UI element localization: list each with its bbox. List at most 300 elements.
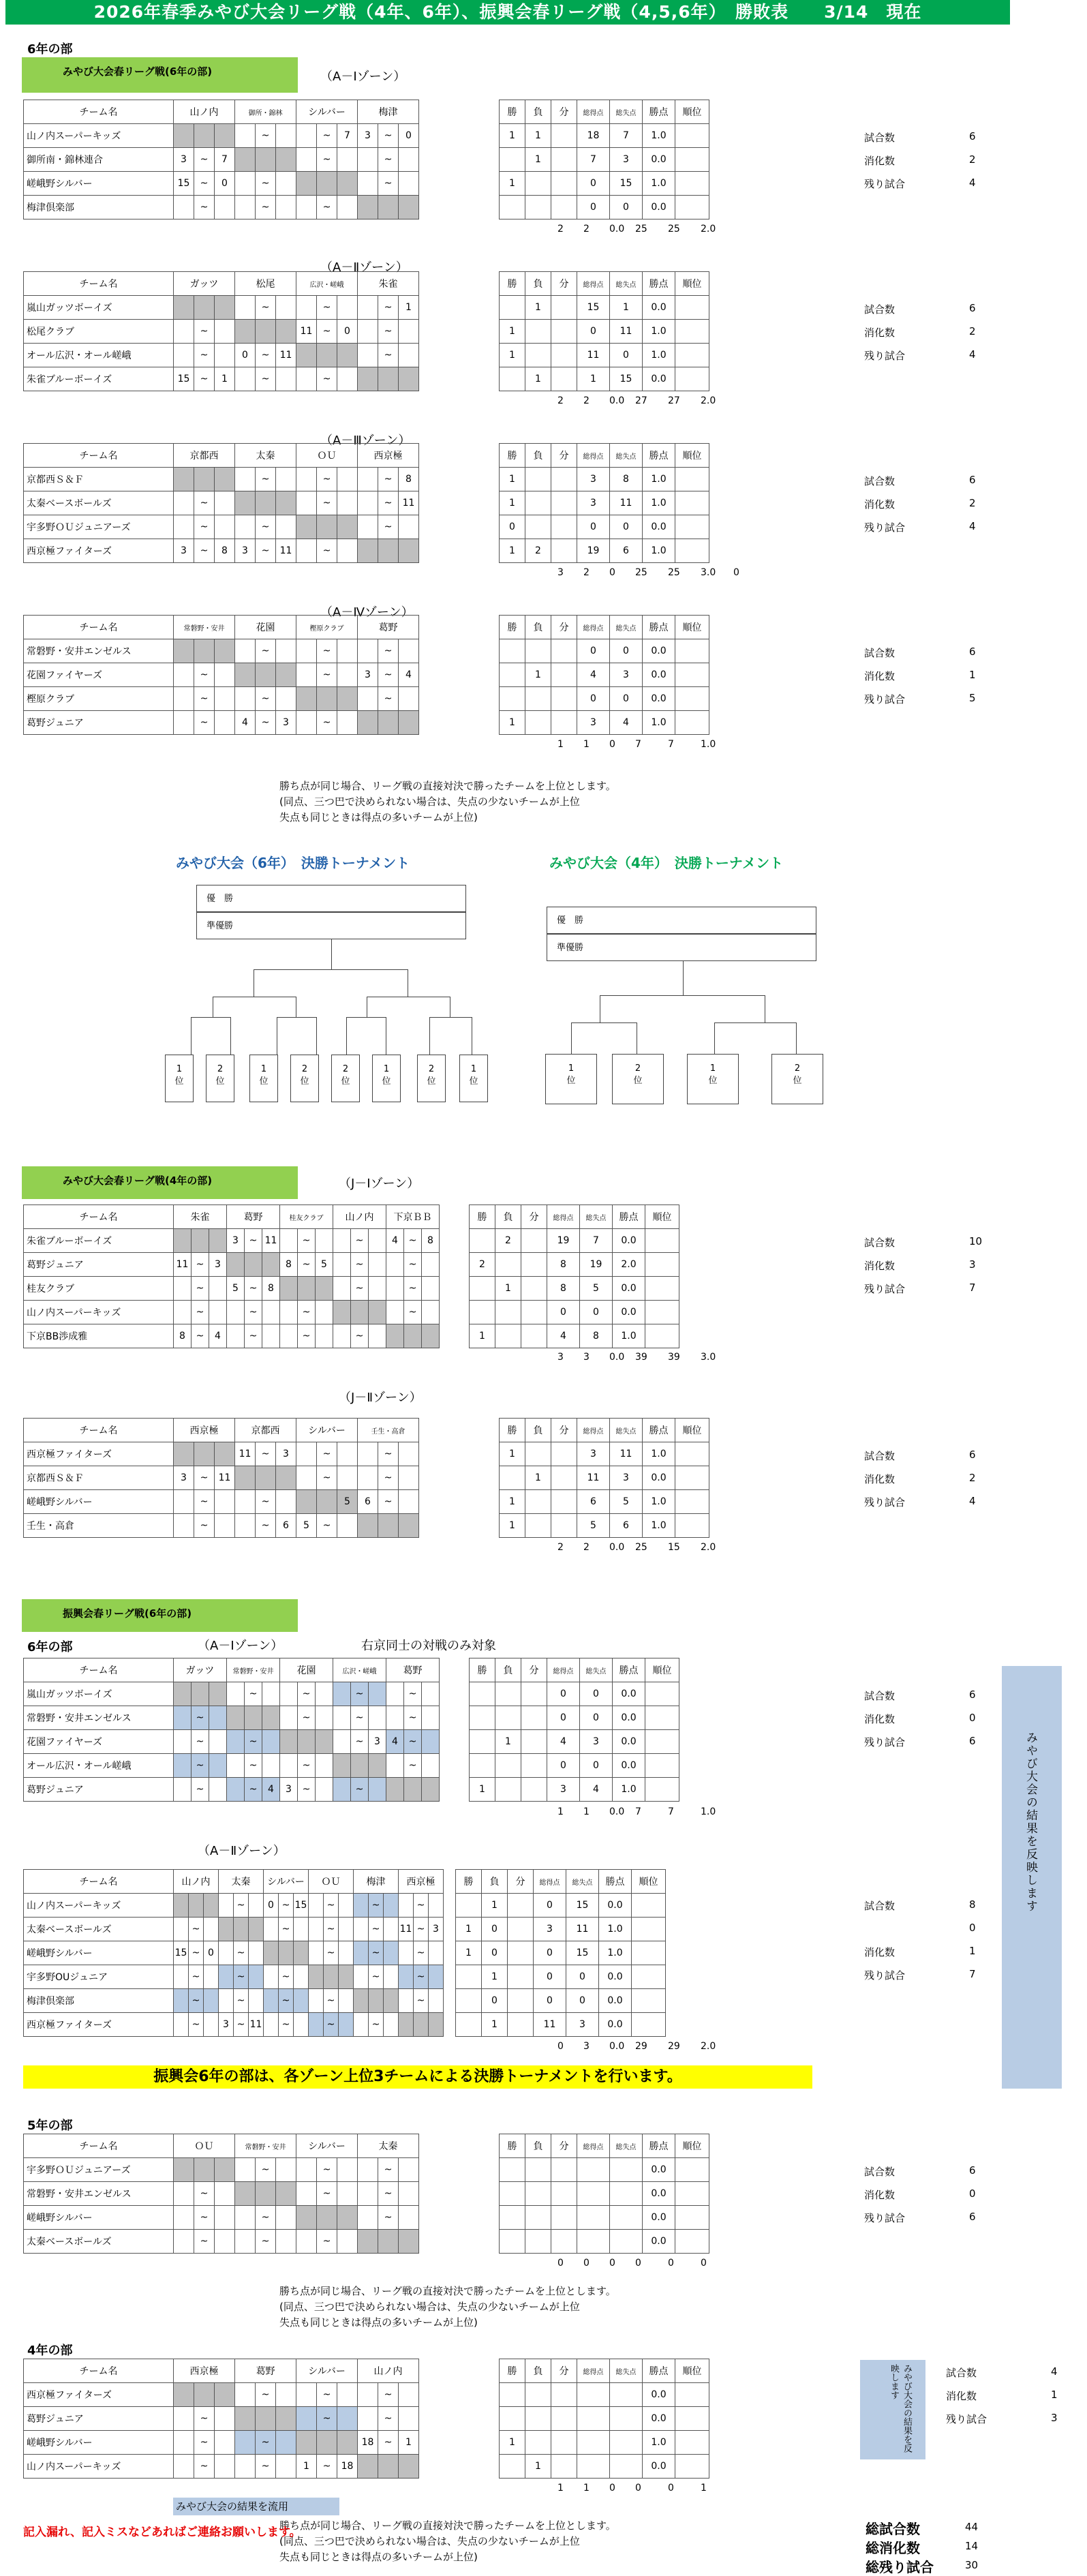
score-cell: ~ (324, 1894, 339, 1918)
score-cell (264, 1918, 279, 1941)
zone-games-label: 試合数 (864, 1450, 895, 1462)
score-cell (264, 1941, 279, 1965)
score-cell (399, 2013, 414, 2037)
sum-value: 0.0 (609, 2041, 625, 2052)
score-cell (227, 1253, 245, 1277)
score-cell (276, 1490, 296, 1514)
team-name: 御所南・錦林連合 (24, 148, 174, 172)
stat-cell (577, 2206, 610, 2230)
score-cell: ~ (298, 1754, 316, 1778)
league-tag-shinkokai-6th: 振興会春リーグ戦(6年の部) (22, 1599, 298, 1632)
stat-cell: 0.0 (599, 1894, 632, 1918)
score-cell: 5 (337, 1490, 358, 1514)
score-cell: ~ (369, 1894, 384, 1918)
zone-games-value: 3 (1051, 2412, 1058, 2424)
stat-cell (551, 468, 577, 491)
header-opponent: ＯＵ (309, 1870, 354, 1894)
score-cell: ~ (351, 1253, 369, 1277)
score-cell: ~ (317, 148, 337, 172)
score-cell (429, 1894, 444, 1918)
score-cell (354, 1965, 369, 1989)
stat-cell: 1 (525, 148, 551, 172)
score-cell (298, 1277, 316, 1301)
stat-cell (577, 2158, 610, 2182)
stat-cell (675, 2455, 709, 2479)
score-cell (429, 1941, 444, 1965)
stat-cell (525, 491, 551, 515)
stat-cell: 1 (577, 367, 610, 391)
stat-cell (632, 1965, 666, 1989)
table-row (24, 1490, 709, 1514)
bracket-line (346, 1017, 386, 1018)
score-cell (358, 2407, 378, 2431)
sum-value: 0 (701, 2258, 707, 2269)
stat-cell: 7 (577, 148, 610, 172)
score-cell (194, 2158, 215, 2182)
stat-cell: 0.0 (613, 1754, 645, 1778)
stat-cell (525, 2407, 551, 2431)
score-cell (215, 196, 235, 219)
champion-box-6th: 優 勝 (196, 885, 466, 912)
score-cell (174, 296, 194, 320)
stat-cell: 2 (470, 1253, 495, 1277)
stat-cell: 3 (610, 1466, 643, 1490)
score-cell (262, 1301, 280, 1324)
stat-cell: 1.0 (643, 539, 675, 563)
sum-value: 0 (609, 2258, 615, 2269)
gap-cell (419, 515, 500, 539)
stat-cell: 1 (500, 172, 525, 196)
standings-table-6th-zone (23, 100, 709, 219)
score-cell (333, 1754, 351, 1778)
header-team-name: チーム名 (24, 444, 174, 468)
score-cell (414, 2013, 429, 2037)
header-opponent: 広沢・嵯峨 (296, 272, 358, 296)
stat-cell: 0.0 (613, 1730, 645, 1754)
seed-box-6th: 1 位 (249, 1055, 278, 1102)
stat-cell (508, 1941, 534, 1965)
sum-value: 0.0 (609, 395, 625, 406)
seed-box-6th: 2 位 (290, 1055, 319, 1102)
score-cell (174, 1682, 192, 1706)
header-stat: 順位 (645, 1658, 679, 1682)
stat-cell (551, 1466, 577, 1490)
score-cell (235, 2182, 256, 2206)
score-cell: 18 (337, 2455, 358, 2479)
stat-cell: 0 (566, 1989, 599, 2013)
score-cell: ~ (378, 320, 399, 344)
sum-value: 29 (668, 2041, 680, 2052)
score-cell (215, 2230, 235, 2254)
header-opponent: 太秦 (219, 1870, 264, 1894)
score-cell: ~ (317, 2407, 337, 2431)
score-cell (386, 1253, 404, 1277)
zone-games-label: 消化数 (864, 498, 895, 511)
score-cell (351, 1301, 369, 1324)
stat-cell (551, 639, 577, 663)
grand-total-label: 総試合数 (866, 2521, 920, 2537)
zone-games-label: 試合数 (864, 1237, 895, 1249)
stat-cell: 1 (456, 1918, 482, 1941)
table-row (24, 468, 709, 491)
stat-cell (675, 2158, 709, 2182)
sum-value: 1.0 (701, 739, 716, 750)
score-cell: ~ (324, 1989, 339, 2013)
gap-cell (419, 344, 500, 367)
score-cell (215, 344, 235, 367)
score-cell: ~ (245, 1754, 262, 1778)
stat-cell (645, 1253, 679, 1277)
gap-cell (419, 124, 500, 148)
score-cell: ~ (317, 2158, 337, 2182)
score-cell (369, 1989, 384, 2013)
team-name: 梅津倶楽部 (24, 196, 174, 219)
stat-cell: 0 (534, 1989, 566, 2013)
grand-total-value: 30 (965, 2559, 979, 2571)
stat-cell: 0.0 (613, 1229, 645, 1253)
score-cell (262, 1682, 280, 1706)
table-row (24, 639, 709, 663)
seed-box-4th: 1 位 (687, 1054, 739, 1104)
header-stat: 分 (521, 1205, 547, 1229)
zone-games-value: 1 (969, 669, 976, 681)
score-cell: ~ (194, 663, 215, 687)
tiebreak-note: (同点、三つ巴で決められない場合は、失点の少ないチームが上位 (279, 2301, 580, 2313)
score-cell (337, 1466, 358, 1490)
sum-value: 27 (635, 395, 647, 406)
header-stat: 総得点 (547, 1205, 580, 1229)
stat-cell: 0.0 (599, 1965, 632, 1989)
header-gap (419, 444, 500, 468)
score-cell (399, 196, 419, 219)
score-cell: 4 (386, 1229, 404, 1253)
table-row (24, 711, 709, 735)
footer-note: 記入漏れ、記入ミスなどあればご連絡お願いします。 (23, 2526, 301, 2539)
score-cell: 11 (296, 320, 317, 344)
team-name: 花園ファイヤーズ (24, 663, 174, 687)
score-cell (280, 1229, 298, 1253)
sum-value: 25 (668, 224, 680, 234)
score-cell (358, 2158, 378, 2182)
stat-cell: 3 (610, 663, 643, 687)
header-stat: 負 (525, 444, 551, 468)
stat-cell (500, 2206, 525, 2230)
score-cell (276, 663, 296, 687)
score-cell (358, 320, 378, 344)
score-cell: ~ (317, 663, 337, 687)
score-cell (276, 468, 296, 491)
score-cell (296, 2158, 317, 2182)
zone-games-value: 8 (969, 1898, 976, 1911)
table-row (24, 344, 709, 367)
score-cell: ~ (194, 2230, 215, 2254)
score-cell (337, 172, 358, 196)
score-cell: 7 (215, 148, 235, 172)
score-cell: ~ (298, 1253, 316, 1277)
score-cell (309, 1965, 324, 1989)
team-name: オール広沢・オール嵯峨 (24, 1754, 174, 1778)
score-cell: ~ (194, 172, 215, 196)
stat-cell: 4 (547, 1730, 580, 1754)
stat-cell (470, 1229, 495, 1253)
score-cell: ~ (194, 2407, 215, 2431)
score-cell: ~ (192, 1706, 209, 1730)
score-cell: ~ (192, 1301, 209, 1324)
stat-cell: 0 (577, 196, 610, 219)
score-cell (354, 2013, 369, 2037)
score-cell: ~ (298, 1706, 316, 1730)
zone-games-value: 2 (969, 497, 976, 509)
score-cell (399, 515, 419, 539)
table-row (24, 663, 709, 687)
gap-cell (419, 539, 500, 563)
zone-note: 右京同士の対戦のみ対象 (361, 1639, 496, 1653)
stat-cell: 8 (547, 1277, 580, 1301)
score-cell (245, 1253, 262, 1277)
score-cell (215, 639, 235, 663)
score-cell: 3 (369, 1730, 386, 1754)
header-team-name: チーム名 (24, 1419, 174, 1442)
score-cell (399, 2182, 419, 2206)
tournament-title-6th: みやび大会（6年） 決勝トーナメント (176, 855, 410, 871)
score-cell (276, 148, 296, 172)
score-cell (209, 1301, 227, 1324)
score-cell: ~ (256, 172, 276, 196)
header-stat: 負 (482, 1870, 508, 1894)
score-cell: ~ (245, 1277, 262, 1301)
header-opponent: 常磐野・安井 (174, 616, 235, 639)
stat-cell (645, 1301, 679, 1324)
seed-box-4th: 1 位 (545, 1054, 597, 1104)
sum-value: 39 (635, 1352, 647, 1363)
score-cell (324, 1965, 339, 1989)
score-cell (296, 124, 317, 148)
stat-cell: 0.0 (643, 2383, 675, 2407)
header-opponent: 山ノ内 (174, 1870, 219, 1894)
stat-cell (675, 1466, 709, 1490)
bracket-line (230, 1017, 231, 1055)
score-cell (339, 2013, 354, 2037)
score-cell (333, 1253, 351, 1277)
score-cell: ~ (317, 2383, 337, 2407)
stat-cell (551, 2431, 577, 2455)
stat-cell (675, 468, 709, 491)
header-team-name: チーム名 (24, 1205, 174, 1229)
gap-cell (444, 1989, 456, 2013)
score-cell (276, 2431, 296, 2455)
zone-games-value: 4 (969, 177, 976, 189)
score-cell (235, 320, 256, 344)
sum-value: 7 (668, 739, 674, 750)
stat-cell (525, 2431, 551, 2455)
zone-games-label: 消化数 (864, 1260, 895, 1272)
stat-cell (551, 663, 577, 687)
stat-cell (610, 2230, 643, 2254)
score-cell (369, 1706, 386, 1730)
stat-cell: 1 (500, 344, 525, 367)
score-cell: ~ (194, 1466, 215, 1490)
header-stat: 総得点 (577, 272, 610, 296)
score-cell (354, 1989, 369, 2013)
sum-value: 15 (668, 1542, 680, 1553)
stat-cell (632, 1918, 666, 1941)
header-gap (444, 1870, 456, 1894)
header-stat: 分 (551, 272, 577, 296)
score-cell: 18 (358, 2431, 378, 2455)
stat-cell (675, 196, 709, 219)
tiebreak-note: 失点も同じときは得点の多いチームが上位) (279, 2316, 478, 2329)
score-cell (209, 1682, 227, 1706)
score-cell (296, 491, 317, 515)
score-cell: 15 (174, 172, 194, 196)
score-cell (174, 2013, 189, 2037)
header-opponent: 常磐野・安井 (227, 1658, 280, 1682)
table-row (24, 687, 709, 711)
header-opponent: 山ノ内 (333, 1205, 386, 1229)
sum-value: 7 (635, 1806, 641, 1817)
score-cell: 11 (174, 1253, 192, 1277)
gap-cell (419, 2383, 500, 2407)
score-cell (354, 1918, 369, 1941)
stat-cell (551, 711, 577, 735)
stat-cell (521, 1778, 547, 1802)
zone-label: （A－Ⅳゾーン） (320, 605, 414, 620)
header-opponent: 壬生・高倉 (358, 1419, 419, 1442)
score-cell (256, 491, 276, 515)
sum-value: 1 (557, 739, 564, 750)
bracket-line (600, 995, 765, 996)
standings-table-4th-zone (23, 1204, 679, 1348)
header-stat: 分 (551, 2359, 577, 2383)
stat-cell (645, 1754, 679, 1778)
score-cell (174, 2182, 194, 2206)
gap-cell (419, 1466, 500, 1490)
header-stat: 総失点 (610, 616, 643, 639)
score-cell (369, 1277, 386, 1301)
score-cell (280, 1682, 298, 1706)
stat-cell: 1 (500, 320, 525, 344)
zone-games-label: 試合数 (864, 2166, 895, 2178)
score-cell (276, 2455, 296, 2479)
stat-cell (508, 1965, 534, 1989)
score-cell: ~ (317, 711, 337, 735)
stat-cell: 0 (547, 1706, 580, 1730)
score-cell: ~ (256, 2206, 276, 2230)
score-cell (296, 639, 317, 663)
runnerup-box-4th: 準優勝 (547, 934, 816, 961)
score-cell (339, 1918, 354, 1941)
stat-cell: 0 (577, 687, 610, 711)
score-cell: ~ (317, 539, 337, 563)
header-stat: 順位 (675, 444, 709, 468)
table-row (24, 1301, 679, 1324)
score-cell: ~ (378, 2383, 399, 2407)
score-cell (234, 1918, 249, 1941)
header-opponent: 西京極 (174, 1419, 235, 1442)
score-cell (399, 539, 419, 563)
stat-cell: 0.0 (613, 1301, 645, 1324)
score-cell: ~ (404, 1253, 422, 1277)
seed-box-6th: 2 位 (331, 1055, 360, 1102)
score-cell: ~ (194, 687, 215, 711)
stat-cell: 0.0 (643, 2230, 675, 2254)
stat-cell (675, 663, 709, 687)
score-cell (337, 491, 358, 515)
header-stat: 勝点 (643, 2134, 675, 2158)
stat-cell (525, 320, 551, 344)
score-cell (276, 639, 296, 663)
score-cell (429, 2013, 444, 2037)
team-name: 西京極ファイターズ (24, 2383, 174, 2407)
score-cell (333, 1229, 351, 1253)
header-opponent: シルバー (296, 2359, 358, 2383)
score-cell (174, 491, 194, 515)
score-cell: ~ (194, 2431, 215, 2455)
score-cell (337, 2230, 358, 2254)
stat-cell (521, 1754, 547, 1778)
header-gap (419, 616, 500, 639)
score-cell (358, 367, 378, 391)
stat-cell (470, 1754, 495, 1778)
stat-cell: 0.0 (643, 663, 675, 687)
stat-cell: 0 (580, 1301, 613, 1324)
header-stat: 総失点 (580, 1658, 613, 1682)
score-cell (215, 124, 235, 148)
score-cell (422, 1277, 440, 1301)
stat-cell (675, 148, 709, 172)
gap-cell (444, 1918, 456, 1941)
zone-games-label: 残り試合 (864, 1496, 906, 1509)
header-row (24, 616, 709, 639)
score-cell (174, 468, 194, 491)
sum-value: 0 (583, 2258, 590, 2269)
gap-cell (419, 2431, 500, 2455)
header-opponent: 松尾 (235, 272, 296, 296)
score-cell (386, 1682, 404, 1706)
score-cell (219, 1965, 234, 1989)
team-name: 常磐野・安井エンゼルス (24, 1706, 174, 1730)
sum-value: 0 (557, 2258, 564, 2269)
stat-cell: 11 (534, 2013, 566, 2037)
sum-value: 1 (701, 2483, 707, 2494)
score-cell (317, 687, 337, 711)
header-stat: 順位 (645, 1205, 679, 1229)
stat-cell (632, 1989, 666, 2013)
header-row (24, 272, 709, 296)
stat-cell (495, 1706, 521, 1730)
header-row (24, 444, 709, 468)
score-cell (280, 1730, 298, 1754)
zone-games-value: 2 (969, 1472, 976, 1484)
zone-games-value: 1 (969, 1945, 976, 1957)
score-cell (296, 711, 317, 735)
score-cell (399, 639, 419, 663)
score-cell: ~ (256, 2431, 276, 2455)
score-cell (204, 2013, 219, 2037)
score-cell: 11 (399, 1918, 414, 1941)
score-cell: ~ (256, 468, 276, 491)
sum-value: 3 (583, 2041, 590, 2052)
score-cell: 3 (174, 148, 194, 172)
stat-cell (632, 1941, 666, 1965)
score-cell (194, 639, 215, 663)
team-name: 桂友クラブ (24, 1277, 174, 1301)
score-cell (215, 2431, 235, 2455)
score-cell (384, 1918, 399, 1941)
grand-total-value: 14 (965, 2540, 979, 2552)
stat-cell (645, 1229, 679, 1253)
zone-games-label: 残り試合 (864, 350, 906, 362)
